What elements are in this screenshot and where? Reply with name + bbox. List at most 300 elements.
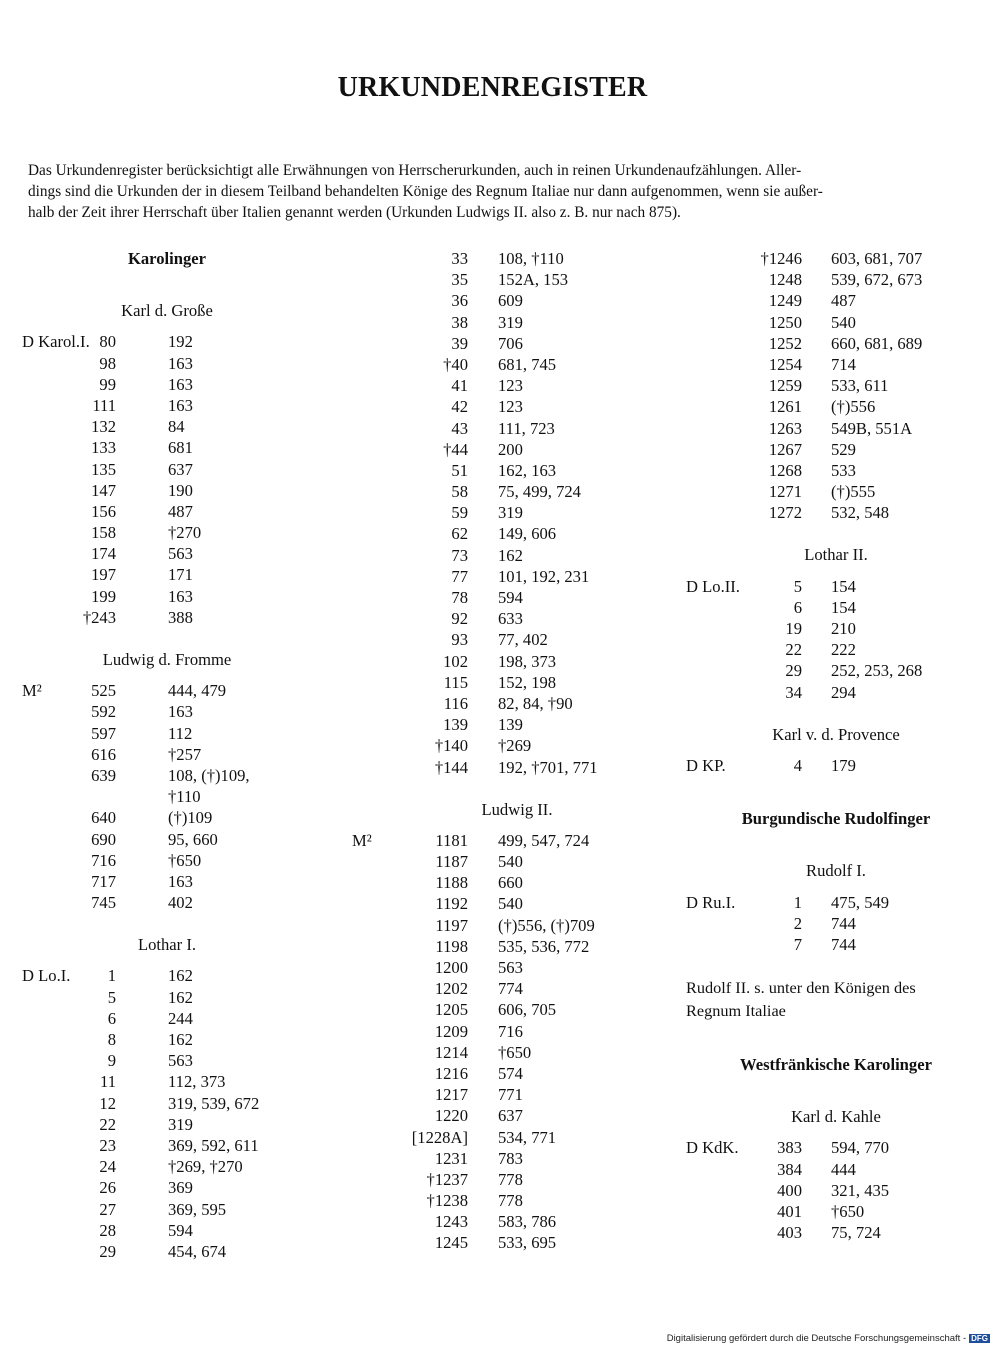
section-spacer: [686, 1022, 986, 1054]
page-references: 637: [498, 1106, 523, 1126]
section-spacer: [352, 778, 682, 799]
register-row: [352, 502, 682, 523]
document-number: 1254: [768, 354, 802, 374]
section-spacer: [22, 269, 312, 279]
page-references: 162, 163: [498, 460, 557, 480]
document-number: 12: [99, 1093, 116, 1113]
document-number: 6: [793, 597, 802, 617]
page-references: †650: [498, 1042, 532, 1062]
page-references: 112, 373: [168, 1072, 226, 1092]
ruler-heading: Ludwig d. Fromme: [102, 650, 232, 669]
page-references: 563: [168, 1051, 193, 1071]
document-number: 616: [91, 744, 116, 764]
page-references: 574: [498, 1063, 523, 1083]
document-number: 1187: [435, 852, 468, 872]
document-number: 400: [777, 1180, 802, 1200]
page-references: †110: [168, 787, 201, 807]
register-row: [686, 418, 986, 439]
page-references: 162: [498, 545, 523, 565]
page-references: 609: [498, 291, 523, 311]
document-number: †140: [434, 736, 468, 756]
register-row: [686, 755, 986, 776]
document-number: 62: [451, 524, 468, 544]
register-row: [686, 1222, 986, 1243]
register-row: [22, 607, 312, 628]
page-references: †257: [168, 744, 202, 764]
register-row: [352, 1148, 682, 1169]
register-row: [22, 1177, 312, 1198]
register-row: [352, 672, 682, 693]
page-references: 594, 770: [831, 1138, 890, 1158]
document-number: 1217: [434, 1085, 468, 1105]
page-references: 487: [831, 291, 856, 311]
page-references: (†)555: [831, 482, 876, 502]
register-row: [22, 829, 312, 850]
page-references: 716: [498, 1021, 523, 1041]
document-number: 1272: [768, 503, 802, 523]
register-row: [352, 629, 682, 650]
register-row: [22, 1114, 312, 1135]
register-row: [686, 576, 986, 597]
page-references: 783: [498, 1148, 523, 1168]
register-row: [352, 735, 682, 756]
register-row: [352, 893, 682, 914]
dynasty-heading: Karolinger: [127, 249, 207, 268]
page-references: 533, 695: [498, 1233, 557, 1253]
page-references: 319: [168, 1114, 193, 1134]
document-number: 690: [91, 829, 116, 849]
page-references: 75, 724: [831, 1223, 881, 1243]
page-references: 162: [168, 1030, 193, 1049]
page-references: 681: [168, 438, 193, 458]
section-spacer: [22, 321, 312, 331]
register-row: [22, 480, 312, 501]
document-number: 80: [99, 332, 116, 352]
register-row: [22, 586, 312, 607]
page-references: 192: [168, 332, 193, 352]
page-references: 534, 771: [498, 1127, 557, 1147]
register-row: [352, 608, 682, 629]
document-number: 22: [785, 640, 802, 660]
page-references: 774: [498, 979, 523, 999]
register-row: [352, 936, 682, 957]
page-references: 108, †110: [498, 249, 564, 268]
document-number: 197: [91, 565, 116, 585]
page-references: 154: [831, 576, 856, 596]
footer-text: Digitalisierung gefördert durch die Deutsche Forschungsgemeinschaft -: [666, 1333, 967, 1344]
register-column-2: [352, 248, 682, 1254]
document-number: 39: [451, 333, 468, 353]
document-number: 6: [107, 1008, 116, 1028]
register-row: [686, 1137, 986, 1158]
document-number: 22: [99, 1114, 116, 1134]
page-references: 319: [498, 312, 523, 332]
document-number: 29: [99, 1241, 116, 1261]
document-number: 24: [99, 1157, 116, 1177]
register-row: [22, 522, 312, 543]
document-number: 716: [91, 850, 116, 870]
page-references: 540: [831, 312, 856, 332]
section-spacer: [686, 1075, 986, 1085]
document-number: 525: [91, 681, 116, 701]
document-number: 156: [91, 501, 116, 521]
page-references: 152, 198: [498, 672, 557, 692]
document-number: 77: [451, 566, 468, 586]
register-row: [686, 913, 986, 934]
register-row: [22, 1220, 312, 1241]
document-number: 28: [99, 1220, 116, 1240]
page-references: 388: [168, 607, 193, 627]
register-column-1: [22, 248, 312, 1262]
document-number: 1214: [434, 1042, 468, 1062]
document-number: 19: [785, 619, 802, 638]
page-references: 533: [831, 460, 856, 480]
page-references: 163: [168, 395, 193, 415]
register-row: [352, 999, 682, 1020]
register-row: [352, 757, 682, 778]
page-references: 321, 435: [831, 1180, 890, 1200]
page-references: (†)556, (†)709: [498, 915, 595, 935]
register-row: [686, 481, 986, 502]
page-references: 95, 660: [168, 829, 218, 849]
document-number: †1238: [426, 1191, 468, 1211]
register-row: [686, 502, 986, 523]
register-row: [686, 460, 986, 481]
register-row: [352, 375, 682, 396]
register-row: [352, 1169, 682, 1190]
register-row: [686, 1159, 986, 1180]
section-spacer: [686, 1085, 986, 1106]
register-row: [22, 1029, 312, 1050]
page-references: 744: [831, 934, 856, 954]
document-number: 98: [99, 353, 116, 373]
footer-credit: [667, 1333, 990, 1344]
document-number: 403: [777, 1223, 802, 1243]
page-references: 319, 539, 672: [168, 1093, 260, 1113]
register-row: [686, 682, 986, 703]
register-row: [352, 1190, 682, 1211]
register-row: [22, 807, 312, 828]
document-number: 41: [451, 376, 468, 396]
document-number: 78: [451, 588, 468, 607]
page-references: †650: [831, 1202, 865, 1221]
register-column-3: [686, 248, 986, 1243]
register-row: [22, 871, 312, 892]
document-number: 139: [443, 715, 468, 735]
document-number: 58: [451, 482, 468, 502]
section-spacer: [22, 955, 312, 965]
dynasty-heading: Westfränkische Karolinger: [740, 1055, 932, 1075]
intro-line: Das Urkundenregister berücksichtigt alle Erwähnungen von Herrscherurkunden, auch in reinen Urkundenaufzählungen. Aller-: [28, 162, 802, 179]
register-row: [352, 481, 682, 502]
section-spacer: [686, 839, 986, 860]
register-row: [22, 1199, 312, 1220]
document-number: 592: [91, 702, 116, 722]
register-row: [22, 680, 312, 701]
page-references: 369, 592, 611: [168, 1135, 259, 1155]
register-row: [352, 439, 682, 460]
page-references: 163: [168, 353, 193, 373]
note-line: Rudolf II. s. unter den Königen des: [686, 978, 916, 998]
document-number: 383: [777, 1138, 802, 1158]
document-number: 4: [793, 755, 802, 775]
document-number: 8: [107, 1030, 116, 1049]
section-spacer: [686, 955, 986, 976]
page-references: 706: [498, 333, 523, 353]
register-row: [22, 744, 312, 765]
document-number: 2: [793, 913, 802, 933]
document-number: 1249: [768, 291, 802, 311]
register-row: [352, 566, 682, 587]
register-row: [352, 312, 682, 333]
register-row: [22, 331, 312, 352]
ruler-heading: Karl d. Kahle: [791, 1107, 881, 1127]
page-references: 163: [168, 702, 193, 722]
page-references: 152A, 153: [498, 270, 569, 290]
page-references: †269, †270: [168, 1157, 243, 1177]
document-number: 35: [451, 270, 468, 290]
document-number: 1243: [434, 1212, 468, 1232]
register-row: [352, 290, 682, 311]
page-references: 222: [831, 640, 856, 660]
document-number: 174: [91, 544, 116, 564]
page-references: 487: [168, 501, 193, 521]
page-references: 210: [831, 619, 856, 638]
page-references: 101, 192, 231: [498, 566, 590, 586]
document-number: †1237: [426, 1169, 468, 1189]
edition-siglum: D Karol.I.: [22, 332, 90, 352]
ruler-heading: Lothar I.: [137, 935, 197, 955]
document-number: 111: [92, 395, 116, 415]
document-number: 102: [443, 651, 468, 671]
register-row: [686, 248, 986, 269]
register-row: [22, 1008, 312, 1029]
register-row: [352, 957, 682, 978]
page-references: 594: [168, 1220, 193, 1240]
document-number: [1228A]: [411, 1127, 468, 1147]
note-line: Regnum Italiae: [686, 1001, 786, 1021]
document-number: 11: [100, 1072, 116, 1092]
document-number: 1202: [434, 979, 468, 999]
page-references: 82, 84, †90: [498, 693, 573, 713]
register-row: [352, 396, 682, 417]
section-spacer: [686, 566, 986, 576]
document-number: 5: [107, 987, 116, 1007]
page-references: 112: [168, 723, 193, 743]
register-row: [686, 396, 986, 417]
document-number: 158: [91, 523, 116, 543]
register-row: [22, 1093, 312, 1114]
section-spacer: [352, 820, 682, 830]
document-number: 132: [91, 417, 116, 437]
page-references: 163: [168, 586, 193, 606]
page-references: †650: [168, 850, 202, 870]
register-row: [22, 395, 312, 416]
document-number: 99: [99, 374, 116, 394]
document-number: 1192: [435, 894, 468, 914]
ruler-heading: Karl d. Große: [121, 301, 213, 321]
document-number: 115: [443, 672, 468, 692]
register-row: [352, 545, 682, 566]
section-spacer: [686, 829, 986, 839]
register-row: [22, 437, 312, 458]
ruler-heading: Lothar II.: [804, 545, 868, 565]
register-row: [686, 1201, 986, 1222]
page-references: (†)109: [168, 808, 213, 828]
register-row: [352, 693, 682, 714]
page-references: 603, 681, 707: [831, 249, 923, 268]
register-row: [352, 1063, 682, 1084]
register-row: [352, 418, 682, 439]
register-row: [22, 723, 312, 744]
document-number: 93: [451, 630, 468, 650]
register-row: [352, 651, 682, 672]
page-references: 123: [498, 397, 523, 417]
page-references: 681, 745: [498, 354, 557, 374]
register-row: [686, 333, 986, 354]
page-references: †270: [168, 523, 202, 543]
document-number: †144: [434, 757, 468, 777]
page-references: 163: [168, 871, 193, 891]
page-references: 475, 549: [831, 892, 890, 912]
document-number: 384: [777, 1159, 802, 1179]
register-row: [22, 564, 312, 585]
document-number: 1220: [434, 1106, 468, 1126]
page-references: 660, 681, 689: [831, 333, 923, 353]
page-references: 163: [168, 374, 193, 394]
document-number: 92: [451, 609, 468, 629]
page-references: 402: [168, 893, 193, 913]
edition-siglum: D Ru.I.: [686, 892, 736, 912]
document-number: 5: [793, 576, 802, 596]
page-references: 771: [498, 1085, 523, 1105]
document-number: †1246: [760, 249, 802, 268]
page-references: 179: [831, 755, 856, 775]
register-row: [686, 618, 986, 639]
document-number: 745: [91, 893, 116, 913]
register-row: [686, 354, 986, 375]
intro-line: dings sind die Urkunden der in diesem Teilband behandelten Könige des Regnum Italiae nur dann aufgenommen, wenn sie außer-: [28, 183, 823, 200]
page-references: 162: [168, 966, 193, 986]
document-number: 73: [451, 545, 468, 565]
register-row: [352, 333, 682, 354]
register-row: [352, 587, 682, 608]
register-row: [22, 892, 312, 913]
page-references: 533, 611: [831, 376, 889, 396]
page-references: 529: [831, 439, 856, 459]
page-references: 744: [831, 913, 856, 933]
section-spacer: [686, 745, 986, 755]
register-row: [22, 1050, 312, 1071]
page-references: 454, 674: [168, 1241, 227, 1261]
register-row: [22, 965, 312, 986]
document-number: 29: [785, 661, 802, 681]
page-references: 294: [831, 682, 856, 702]
register-row: [352, 714, 682, 735]
page-references: 84: [168, 417, 185, 437]
document-number: 1198: [435, 936, 468, 956]
intro-line: halb der Zeit ihrer Herrschaft über Italien genannt werden (Urkunden Ludwigs II. also z. B. nur nach 875).: [28, 204, 681, 221]
document-number: 42: [451, 397, 468, 417]
page-references: 369: [168, 1178, 193, 1198]
document-number: 1181: [435, 830, 468, 850]
register-row: [686, 597, 986, 618]
page-references: 563: [168, 544, 193, 564]
document-number: 133: [91, 438, 116, 458]
page-references: 583, 786: [498, 1212, 557, 1232]
document-number: 717: [91, 871, 116, 891]
page-references: 252, 253, 268: [831, 661, 923, 681]
document-number: 1205: [434, 1000, 468, 1020]
register-row: [686, 934, 986, 955]
document-number: †40: [443, 354, 468, 374]
dynasty-heading: Burgundische Rudolfinger: [741, 809, 931, 829]
page-references: 190: [168, 480, 193, 500]
register-row: [352, 1042, 682, 1063]
page-references: 171: [168, 565, 193, 585]
document-number: 199: [91, 586, 116, 606]
register-row: [352, 830, 682, 851]
document-number: 38: [451, 312, 468, 332]
register-row: [22, 543, 312, 564]
register-row: [352, 1211, 682, 1232]
edition-siglum: M²: [352, 830, 372, 850]
register-row: [22, 501, 312, 522]
document-number: 9: [107, 1051, 116, 1071]
page-references: 549B, 551A: [831, 418, 913, 438]
document-number: 1268: [768, 460, 802, 480]
page-references: 108, (†)109,: [168, 765, 250, 785]
page-references: 535, 536, 772: [498, 936, 590, 956]
register-row: [22, 850, 312, 871]
page-references: 532, 548: [831, 503, 890, 523]
document-number: 597: [91, 723, 116, 743]
document-number: 1197: [435, 915, 468, 935]
page-references: 198, 373: [498, 651, 557, 671]
document-number: 1248: [768, 270, 802, 290]
page-references: 778: [498, 1169, 523, 1189]
page-references: 111, 723: [498, 418, 555, 438]
document-number: 26: [99, 1178, 116, 1198]
page-title: URKUNDENREGISTER: [337, 72, 648, 103]
page-references: 637: [168, 459, 193, 479]
document-number: 116: [443, 693, 468, 713]
document-number: 1252: [768, 333, 802, 353]
page-references: 244: [168, 1008, 193, 1028]
document-number: 34: [785, 682, 802, 702]
document-number: 59: [451, 503, 468, 523]
dfg-logo: DFG: [971, 1334, 988, 1343]
section-spacer: [686, 1127, 986, 1137]
document-number: 1259: [768, 376, 802, 396]
page-references: 139: [498, 715, 523, 735]
document-number: 1231: [434, 1148, 468, 1168]
page-references: 149, 606: [498, 524, 557, 544]
page-references: 563: [498, 958, 523, 977]
ruler-heading: Rudolf I.: [806, 861, 866, 881]
page-references: 319: [498, 503, 523, 523]
section-spacer: [686, 523, 986, 544]
register-row: [686, 312, 986, 333]
section-spacer: [686, 882, 986, 892]
section-spacer: [686, 703, 986, 724]
document-number: 33: [451, 249, 468, 268]
document-number: 7: [793, 934, 802, 954]
register-row: [22, 786, 312, 807]
register-row: [352, 978, 682, 999]
register-row: [352, 1084, 682, 1105]
edition-siglum: D KdK.: [686, 1138, 739, 1158]
